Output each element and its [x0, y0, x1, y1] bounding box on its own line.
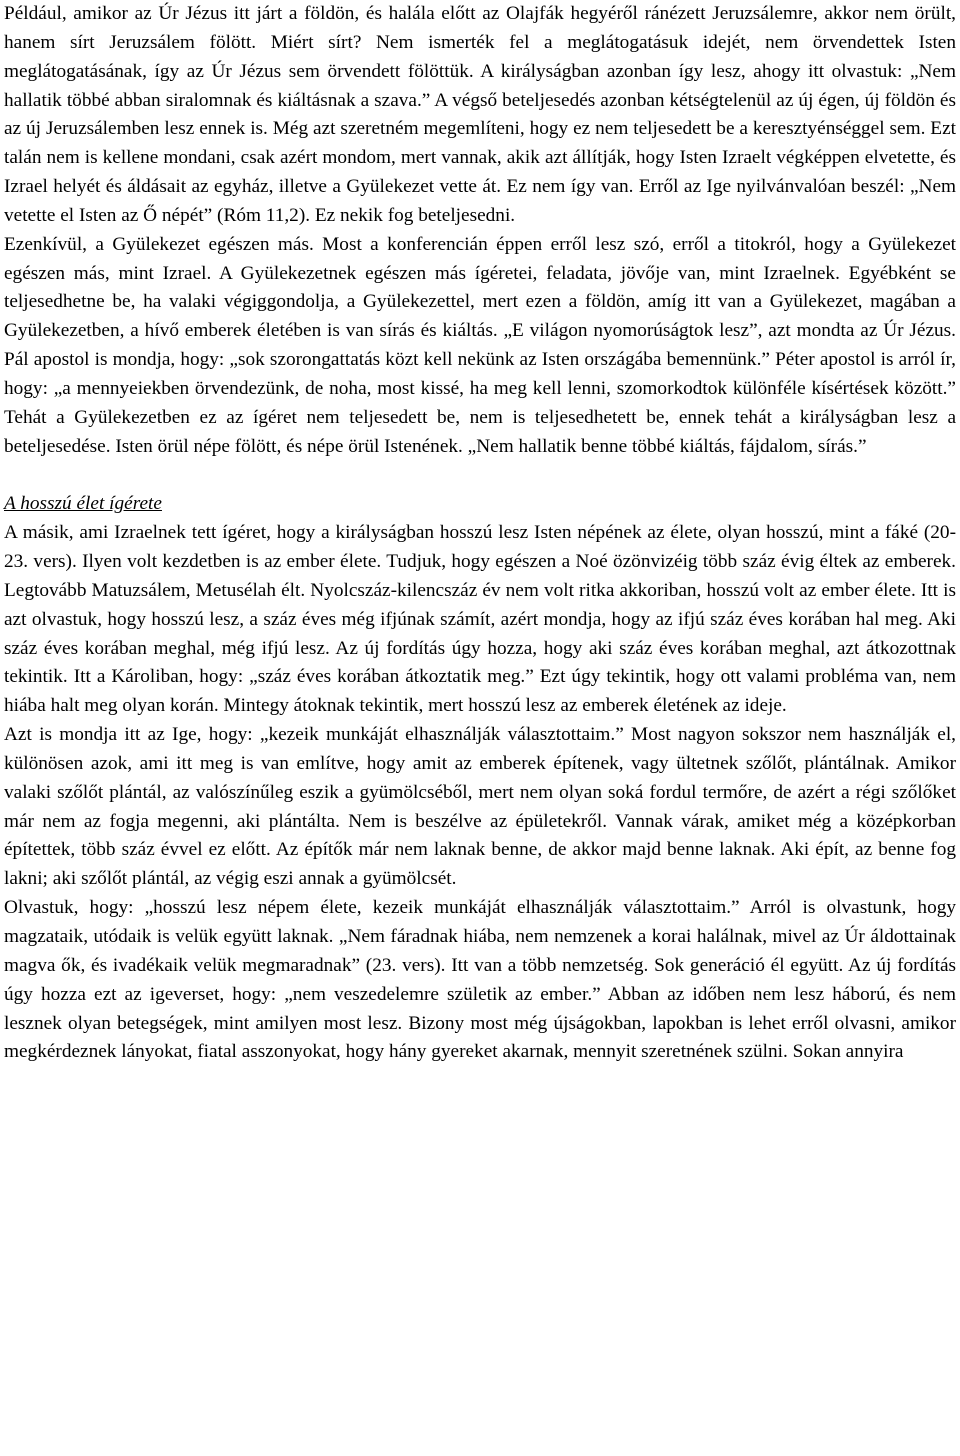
paragraph: Például, amikor az Úr Jézus itt járt a földön, és halála előtt az Olajfák hegyéről ránézett Jeruzsálemre, akkor nem örült, hanem sírt Jeruzsálem fölött. Miért sírt? Nem ismerték fel a meglátogatásuk idejét, nem örvendettek Isten meglátogatásának, így az Úr Jézus sem örvendett fölöttük. A királyságban azonban így lesz, ahogy itt olvastuk: „Nem hallatik többé abban siralomnak és kiáltásnak a szava.” A végső beteljesedés azonban kétségtelenül az új égen, új földön és az új Jeruzsálemben lesz ennek is. Még azt szeretném megemlíteni, hogy ez nem teljesedett be a keresztyénséggel sem. Ezt talán nem is kellene mondani, csak azért mondom, mert vannak, akik azt állítják, hogy Isten Izraelt végképpen elvetette, és Izrael helyét és áldásait az egyház, illetve a Gyülekezet vette át. Ez nem így van. Erről az Ige nyilvánvalóan beszél: „Nem vetette el Isten az Ő népét” (Róm 11,2). Ez nekik fog beteljesedni.	[4, 3, 956, 226]
paragraph: Olvastuk, hogy: „hosszú lesz népem élete, kezeik munkáját elhasználják választottaim.” Arról is olvastunk, hogy magzataik, utódaik is velük együtt laknak. „Nem fáradnak hiába, nem nemzenek a korai halálnak, mivel az Úr áldottainak magva ők, és ivadékaik velük megmaradnak” (23. vers). Itt van a több nemzetség. Sok generáció él együtt. Az új fordítás úgy hozza ezt az igeverset, hogy: „nem veszedelemre születik az ember.” Abban az időben nem lesz háború, és nem lesznek olyan betegségek, mint amilyen most lesz. Bizony most még újságokban, lapokban is lehet erről olvasni, amikor megkérdeznek lányokat, fiatal asszonyokat, hogy hány gyereket akarnak, mennyit szeretnének szülni. Sokan annyira	[4, 897, 956, 1063]
paragraph: A másik, ami Izraelnek tett ígéret, hogy a királyságban hosszú lesz Isten népének az élete, olyan hosszú, mint a fáké (20-23. vers). Ilyen volt kezdetben is az ember élete. Tudjuk, hogy egészen a Noé özönvizéig több száz évig éltek az emberek. Legtovább Matuzsálem, Metusélah élt. Nyolcszáz-kilencszáz év nem volt ritka akkoriban, hosszú volt az ember élete. Itt is azt olvastuk, hogy hosszú lesz, a száz éves még ifjúnak számít, azért mondja, hogy az ifjú száz éves korában hal meg. Aki száz éves korában meghal, még ifjú lesz. Az új fordítás úgy hozza, hogy aki száz éves korában meghal, azt átkozottnak tekintik. Itt a Károliban, hogy: „száz éves korában átkoztatik meg.” Ezt úgy tekintik, hogy ott valami probléma van, nem hiába halt meg olyan korán. Mintegy átoknak tekintik, mert hosszú lesz az emberek életének az ideje.	[4, 522, 956, 717]
section-heading: A hosszú élet ígérete	[4, 493, 162, 515]
paragraph-spacer	[4, 462, 956, 491]
paragraph: Ezenkívül, a Gyülekezet egészen más. Most a konferencián éppen erről lesz szó, erről a titokról, hogy a Gyülekezet egészen más, mint Izrael. A Gyülekezetnek egészen más ígéretei, feladata, jövője van, mint Izraelnek. Egyébként se teljesedhetne be, ha valaki végiggondolja, a Gyülekezettel, mert ezen a földön, amíg itt van a Gyülekezet, magában a Gyülekezetben, a hívő emberek életében is van sírás és kiáltás. „E világon nyomorúságtok lesz”, azt mondta az Úr Jézus. Pál apostol is mondja, hogy: „sok szorongattatás közt kell nekünk az Isten országába bemennünk.” Péter apostol is arról ír, hogy: „a mennyeiekben örvendezünk, de noha, most kissé, ha meg kell lenni, szomorkodtok különféle kísértések között.” Tehát a Gyülekezetben ez az ígéret nem teljesedett be, nem is teljesedhetett be, ennek tehát a királyságban lesz a beteljesedése. Isten örül népe fölött, és népe örül Istenének. „Nem hallatik benne többé kiáltás, fájdalom, sírás.”	[4, 233, 956, 457]
paragraph: Azt is mondja itt az Ige, hogy: „kezeik munkáját elhasználják választottaim.” Most nagyon sokszor nem használják el, különösen azok, ami itt meg is van említve, hogy amit az emberek építenek, vagy ültetnek szőlőt, plántálnak. Amikor valaki szőlőt plántál, az valószínűleg eszik a gyümölcséből, mert nem olyan soká fordul termőre, de azért a régi szőlőket már nem az fogja megenni, aki plántálta. Nem is beszélve az épületekről. Vannak várak, amiket még a középkorban építettek, több száz évvel ez előtt. Az építők már nem laknak benne, de akkor majd benne laknak. Aki épít, az benne fog lakni; aki szőlőt plántál, az végig eszi annak a gyümölcsét.	[4, 724, 956, 890]
document-page	[4, 0, 956, 1067]
